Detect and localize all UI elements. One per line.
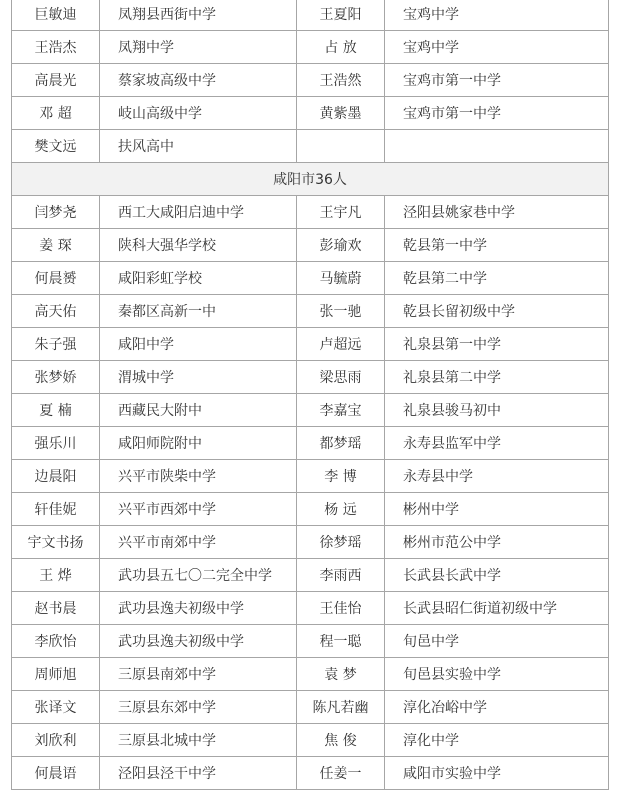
school-name: 兴平市陕柴中学	[100, 460, 297, 493]
student-name: 王 烨	[12, 559, 100, 592]
table-row	[12, 328, 609, 361]
table-row	[12, 691, 609, 724]
table-row	[12, 0, 609, 31]
table-row	[12, 427, 609, 460]
student-name: 朱子强	[12, 328, 100, 361]
student-name: 王宇凡	[297, 196, 385, 229]
school-name: 淳化中学	[385, 724, 609, 757]
school-name: 渭城中学	[100, 361, 297, 394]
school-name: 蔡家坡高级中学	[100, 64, 297, 97]
student-name: 李嘉宝	[297, 394, 385, 427]
school-name: 咸阳彩虹学校	[100, 262, 297, 295]
table-row	[12, 229, 609, 262]
school-name: 岐山高级中学	[100, 97, 297, 130]
section-title: 咸阳市36人	[12, 163, 609, 196]
school-name: 西工大咸阳启迪中学	[100, 196, 297, 229]
school-name: 泾阳县泾干中学	[100, 757, 297, 790]
school-name: 宝鸡市第一中学	[385, 97, 609, 130]
school-name: 长武县昭仁街道初级中学	[385, 592, 609, 625]
school-name: 旬邑县实验中学	[385, 658, 609, 691]
school-name: 三原县南郊中学	[100, 658, 297, 691]
school-name: 西藏民大附中	[100, 394, 297, 427]
school-name: 泾阳县姚家巷中学	[385, 196, 609, 229]
student-name: 姜 琛	[12, 229, 100, 262]
school-name: 礼泉县第一中学	[385, 328, 609, 361]
school-name: 乾县第二中学	[385, 262, 609, 295]
school-name: 兴平市西郊中学	[100, 493, 297, 526]
student-name: 梁思雨	[297, 361, 385, 394]
table-row	[12, 361, 609, 394]
student-name: 彭瑜欢	[297, 229, 385, 262]
student-name: 王浩杰	[12, 31, 100, 64]
student-name: 马毓蔚	[297, 262, 385, 295]
school-name: 凤翔县西街中学	[100, 0, 297, 31]
table-row	[12, 130, 609, 163]
school-name: 永寿县监军中学	[385, 427, 609, 460]
school-name	[385, 130, 609, 163]
school-name: 永寿县中学	[385, 460, 609, 493]
student-name: 高晨光	[12, 64, 100, 97]
school-name: 彬州中学	[385, 493, 609, 526]
school-name: 咸阳中学	[100, 328, 297, 361]
table-row	[12, 559, 609, 592]
student-name: 宇文书扬	[12, 526, 100, 559]
table-row	[12, 592, 609, 625]
student-name: 王夏阳	[297, 0, 385, 31]
school-name: 三原县东郊中学	[100, 691, 297, 724]
school-name: 扶风高中	[100, 130, 297, 163]
student-name: 程一聪	[297, 625, 385, 658]
student-name: 张一驰	[297, 295, 385, 328]
section-header-row	[12, 163, 609, 196]
student-name: 周师旭	[12, 658, 100, 691]
school-name: 咸阳师院附中	[100, 427, 297, 460]
student-name: 轩佳妮	[12, 493, 100, 526]
school-name: 礼泉县第二中学	[385, 361, 609, 394]
student-name: 任姜一	[297, 757, 385, 790]
student-name	[297, 130, 385, 163]
roster-table	[11, 0, 609, 790]
school-name: 武功县逸夫初级中学	[100, 625, 297, 658]
student-name: 闫梦尧	[12, 196, 100, 229]
roster-table-body	[12, 0, 609, 790]
table-row	[12, 262, 609, 295]
school-name: 礼泉县骏马初中	[385, 394, 609, 427]
student-name: 张梦娇	[12, 361, 100, 394]
table-row	[12, 460, 609, 493]
school-name: 陕科大强华学校	[100, 229, 297, 262]
school-name: 旬邑中学	[385, 625, 609, 658]
school-name: 三原县北城中学	[100, 724, 297, 757]
student-name: 赵书晨	[12, 592, 100, 625]
student-name: 徐梦瑶	[297, 526, 385, 559]
school-name: 宝鸡中学	[385, 31, 609, 64]
student-name: 何晨语	[12, 757, 100, 790]
table-row	[12, 658, 609, 691]
table-row	[12, 64, 609, 97]
school-name: 长武县长武中学	[385, 559, 609, 592]
student-name: 张译文	[12, 691, 100, 724]
student-name: 巨敏迪	[12, 0, 100, 31]
student-name: 王浩然	[297, 64, 385, 97]
table-row	[12, 493, 609, 526]
student-name: 占 放	[297, 31, 385, 64]
table-row	[12, 196, 609, 229]
student-name: 李 博	[297, 460, 385, 493]
student-name: 李欣怡	[12, 625, 100, 658]
student-name: 黄紫墨	[297, 97, 385, 130]
school-name: 凤翔中学	[100, 31, 297, 64]
school-name: 咸阳市实验中学	[385, 757, 609, 790]
student-name: 边晨阳	[12, 460, 100, 493]
table-row	[12, 31, 609, 64]
table-row	[12, 724, 609, 757]
school-name: 淳化冶峪中学	[385, 691, 609, 724]
school-name: 武功县逸夫初级中学	[100, 592, 297, 625]
school-name: 宝鸡中学	[385, 0, 609, 31]
student-name: 陈凡若幽	[297, 691, 385, 724]
student-name: 何晨赟	[12, 262, 100, 295]
student-name: 王佳怡	[297, 592, 385, 625]
school-name: 宝鸡市第一中学	[385, 64, 609, 97]
student-name: 袁 梦	[297, 658, 385, 691]
table-row	[12, 394, 609, 427]
school-name: 彬州市范公中学	[385, 526, 609, 559]
student-name: 邓 超	[12, 97, 100, 130]
student-name: 夏 楠	[12, 394, 100, 427]
student-name: 强乐川	[12, 427, 100, 460]
student-name: 焦 俊	[297, 724, 385, 757]
table-row	[12, 295, 609, 328]
school-name: 乾县长留初级中学	[385, 295, 609, 328]
table-row	[12, 526, 609, 559]
table-row	[12, 757, 609, 790]
school-name: 兴平市南郊中学	[100, 526, 297, 559]
student-name: 杨 远	[297, 493, 385, 526]
student-name: 李雨西	[297, 559, 385, 592]
student-name: 樊文远	[12, 130, 100, 163]
student-name: 刘欣利	[12, 724, 100, 757]
school-name: 秦都区高新一中	[100, 295, 297, 328]
table-row	[12, 625, 609, 658]
school-name: 武功县五七〇二完全中学	[100, 559, 297, 592]
school-name: 乾县第一中学	[385, 229, 609, 262]
student-name: 都梦瑶	[297, 427, 385, 460]
table-row	[12, 97, 609, 130]
student-name: 卢超远	[297, 328, 385, 361]
student-name: 高天佑	[12, 295, 100, 328]
